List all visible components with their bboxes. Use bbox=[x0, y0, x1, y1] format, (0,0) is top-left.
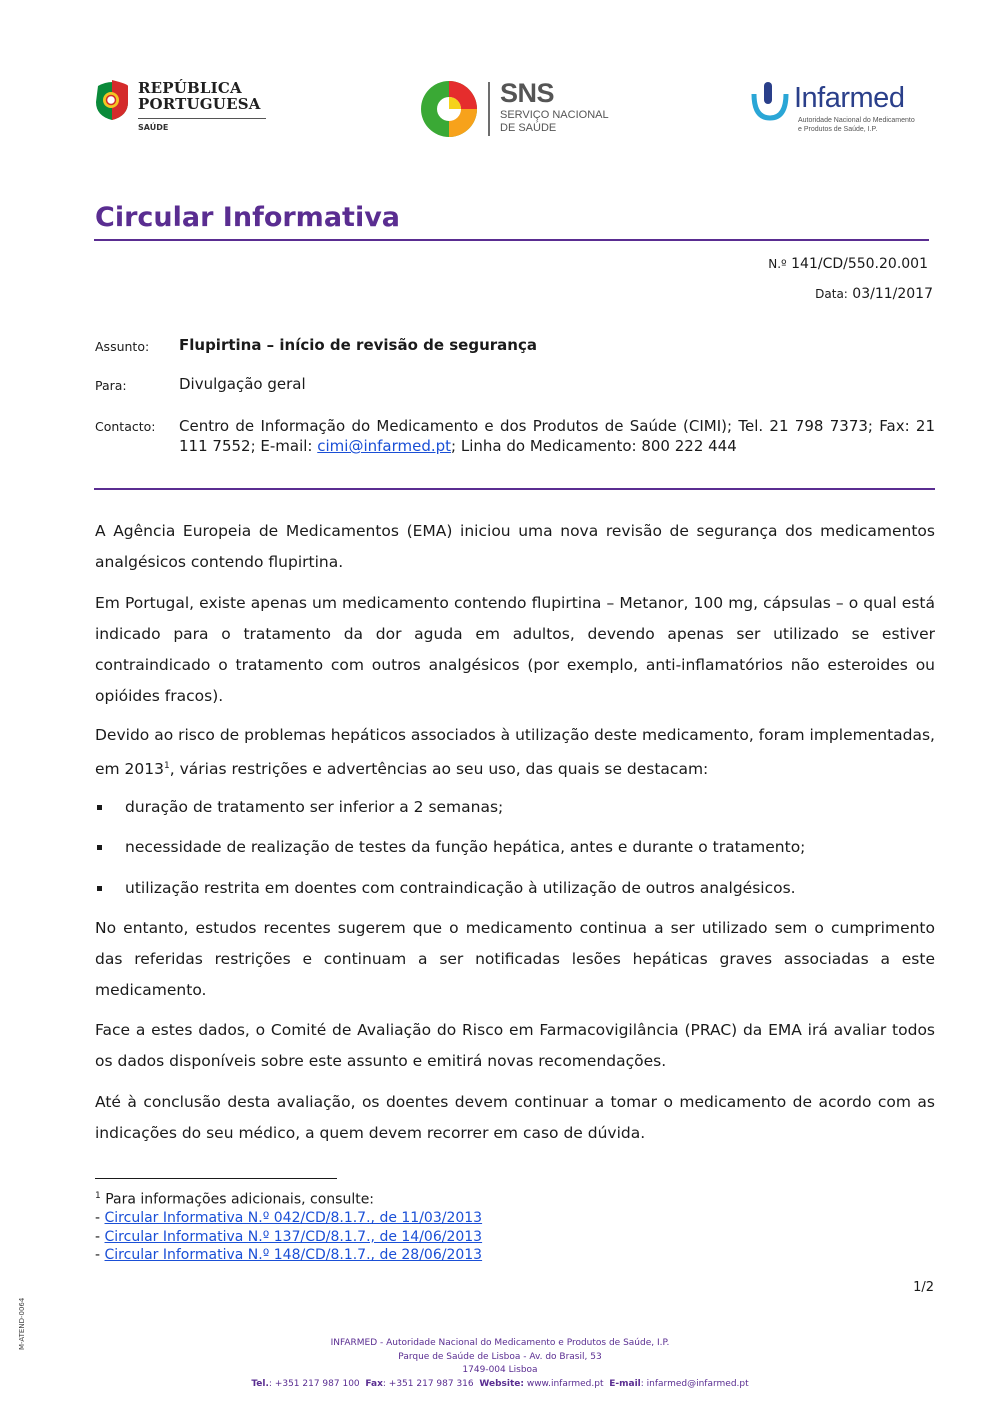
contact-email-link[interactable]: cimi@infarmed.pt bbox=[317, 437, 452, 455]
bullet-icon bbox=[97, 886, 102, 891]
paragraph-3: Devido ao risco de problemas hepáticos associados à utilização deste medicamento, foram implementadas, em 2013$^1$, várias restrições e advertências ao seu uso, das quais se destacam: bbox=[95, 726, 935, 779]
footnote-link-2[interactable]: Circular Informativa N.º 137/CD/8.1.7., de 14/06/2013 bbox=[104, 1228, 483, 1245]
to-value: Divulgação geral bbox=[179, 375, 306, 393]
header-divider bbox=[94, 488, 935, 490]
paragraph-4: No entanto, estudos recentes sugerem que o medicamento continua a ser utilizado sem o cumprimento das referidas restrições e continuam a ser notificadas lesões hepáticas graves associadas a este medicamento. bbox=[95, 919, 935, 999]
infarmed-subtitle: Autoridade Nacional do Medicamento e Produtos de Saúde, I.P. bbox=[798, 117, 915, 133]
footnote-ref: 1 bbox=[164, 761, 170, 771]
paragraph-5: Face a estes dados, o Comité de Avaliação do Risco em Farmacovigilância (PRAC) da EMA irá avaliar todos os dados disponíveis sobre este assunto e emitirá novas recomendações. bbox=[95, 1021, 935, 1070]
footnote-link-1[interactable]: Circular Informativa N.º 042/CD/8.1.7., de 11/03/2013 bbox=[104, 1210, 483, 1227]
republica-portuguesa-logo bbox=[94, 78, 269, 140]
divider bbox=[488, 82, 490, 136]
infarmed-emblem-icon bbox=[750, 80, 790, 122]
infarmed-logo bbox=[750, 80, 930, 140]
footnote-link-3[interactable]: Circular Informativa N.º 148/CD/8.1.7., de 28/06/2013 bbox=[104, 1247, 483, 1264]
contact-label: Contacto: bbox=[95, 419, 156, 434]
form-code: M-ATEND-0064 bbox=[18, 1297, 26, 1350]
bullet-icon bbox=[97, 805, 102, 810]
paragraph-1: A Agência Europeia de Medicamentos (EMA) iniciou uma nova revisão de segurança dos medicamentos analgésicos contendo flupirtina. bbox=[95, 522, 935, 571]
sns-title: SNS bbox=[500, 78, 555, 108]
document-date: Data: 03/11/2017 bbox=[815, 286, 933, 302]
page-footer: INFARMED - Autoridade Nacional do Medicamento e Produtos de Saúde, I.P. Parque de Saúde de Lisboa - Av. do Brasil, 53 1749-004 Lisboa Tel.: +351 217 987 100 Fax: +351 217 987 316 Website: www.infarmed.pt E-mail: infarmed@infarmed.pt bbox=[251, 1338, 749, 1389]
paragraph-2: Em Portugal, existe apenas um medicamento contendo flupirtina – Metanor, 100 mg, cápsulas – o qual está indicado para o tratamento da dor aguda em adultos, devendo apenas ser utilizado se estiver contraindicado o tratamento com outros analgésicos (por exemplo, anti-inflamatórios não esteroides ou opióides fracos). bbox=[95, 594, 935, 705]
paragraph-6: Até à conclusão desta avaliação, os doentes devem continuar a tomar o medicamento de acordo com as indicações do seu médico, a quem devem recorrer em caso de dúvida. bbox=[95, 1093, 935, 1142]
infarmed-name: Infarmed bbox=[794, 82, 905, 114]
document-title: Circular Informativa bbox=[95, 202, 401, 233]
contact-value: Centro de Informação do Medicamento e dos Produtos de Saúde (CIMI); Tel. 21 798 7373; Fax: 21 111 7552; E-mail: cimi@infarmed.pt; Linha do Medicamento: 800 222 444 bbox=[179, 417, 935, 455]
page-number: 1/2 bbox=[913, 1280, 934, 1295]
sns-logo bbox=[420, 80, 610, 140]
bullet-icon bbox=[97, 845, 102, 850]
portugal-emblem-icon bbox=[94, 80, 130, 120]
divider bbox=[138, 118, 266, 119]
subject-value: Flupirtina – início de revisão de segurança bbox=[179, 336, 537, 354]
sns-emblem-icon bbox=[420, 80, 478, 138]
footnote: $^1$ Para informações adicionais, consulte: - Circular Informativa N.º 042/CD/8.1.7., de 11/03/2013 - Circular Informativa N.º 137/CD/8.1.7., de 14/06/2013 - Circular Informativa N.º 148/CD/8.1.7., de 28/06/2013 bbox=[95, 1191, 483, 1264]
title-divider bbox=[94, 239, 929, 241]
rp-subtitle: SAÚDE bbox=[138, 123, 169, 132]
subject-label: Assunto: bbox=[95, 339, 150, 354]
sns-subtitle: SERVIÇO NACIONAL DE SAÚDE bbox=[500, 109, 609, 134]
to-label: Para: bbox=[95, 378, 127, 393]
footnote-divider bbox=[95, 1178, 337, 1179]
reference-number: N.º 141/CD/550.20.001 bbox=[768, 256, 928, 272]
rp-title: REPÚBLICA PORTUGUESA bbox=[138, 79, 261, 113]
